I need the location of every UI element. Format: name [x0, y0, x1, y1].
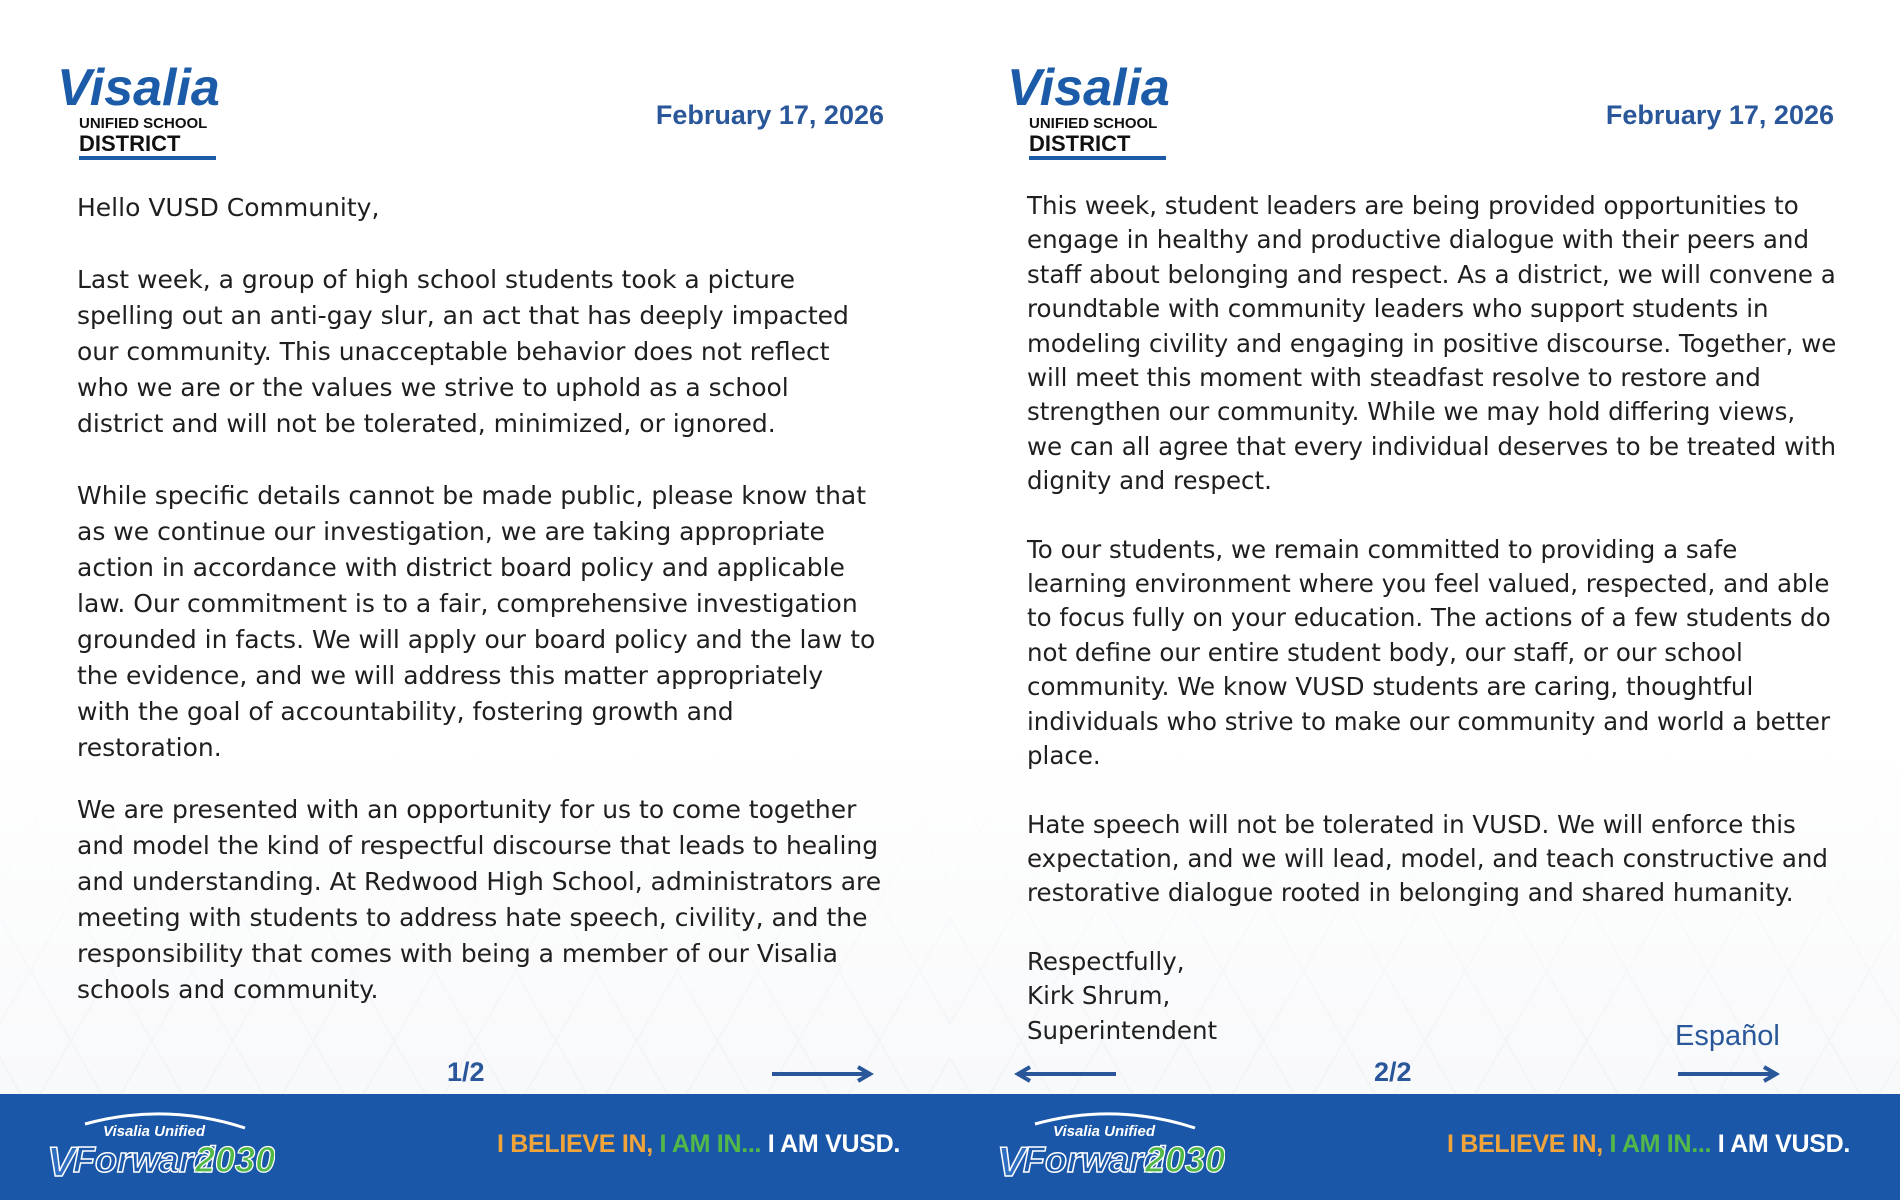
signoff-name: Kirk Shrum,	[1027, 981, 1171, 1011]
paragraph: Hate speech will not be tolerated in VUSD. We will enforce this expectation, and we will lead, model, and teach constructive and restorative dialogue rooted in belonging and shared humanity.	[1027, 809, 1828, 908]
svg-text:Forward: Forward	[73, 1139, 216, 1180]
letter-body	[77, 190, 882, 1008]
svg-text:DISTRICT: DISTRICT	[1029, 131, 1131, 156]
paragraph: We are presented with an opportunity for us to come together and model the kind of respectful discourse that leads to healing and understanding. At Redwood High School, administrators are meeting with students to address hate speech, civility, and the responsibility that comes with being a member of our Visalia schools and community.	[77, 795, 882, 1004]
espanol-link[interactable]: Español	[1675, 1020, 1780, 1052]
letter-date: February 17, 2026	[655, 100, 884, 130]
signoff-title: Superintendent	[1027, 1015, 1218, 1045]
page-number: 2/2	[1374, 1057, 1412, 1087]
signoff-line: Respectfully,	[1027, 946, 1185, 976]
slogan-part-2: I AM IN...	[659, 1130, 768, 1158]
paragraph: This week, student leaders are being provided opportunities to engage in healthy and productive dialogue with their peers and staff about belonging and respect. As a district, we will convene a roundtable with community leaders who support students in modeling civility and engaging in positive discourse. Together, we will meet this moment with steadfast resolve to restore and strengthen our community. While we may hold differing views, we can all agree that every individual deserves to be treated with dignity and respect.	[1027, 191, 1837, 496]
forward-2030-logo	[45, 1106, 275, 1188]
footer-banner	[0, 1094, 950, 1200]
footer-banner	[950, 1094, 1900, 1200]
svg-text:Visalia Unified: Visalia Unified	[103, 1123, 205, 1140]
letter-date: February 17, 2026	[1605, 100, 1834, 130]
svg-text:2030: 2030	[195, 1139, 275, 1180]
page-number: 1/2	[447, 1057, 485, 1087]
paragraph: To our students, we remain committed to providing a safe learning environment where you feel valued, respected, and able to focus fully on your education. The actions of a few students do not define our entire student body, our staff, or our school community. We know VUSD students are caring, thoughtful individuals who strive to make our community and world a better place.	[1027, 534, 1831, 771]
greeting: Hello VUSD Community,	[77, 193, 380, 222]
espanol-arrow-icon[interactable]	[1676, 1064, 1782, 1084]
footer-slogan	[497, 1130, 900, 1159]
footer-slogan	[1447, 1130, 1850, 1159]
svg-text:Visalia: Visalia	[57, 59, 220, 117]
letter-page-2	[950, 0, 1900, 1200]
slogan-part-3: I AM VUSD.	[767, 1130, 900, 1158]
svg-text:UNIFIED SCHOOL: UNIFIED SCHOOL	[1029, 115, 1158, 132]
vusd-logo-graphic	[55, 55, 230, 165]
vusd-logo	[1005, 55, 1180, 165]
slogan-part-3: I AM VUSD.	[1717, 1130, 1850, 1158]
svg-text:DISTRICT: DISTRICT	[79, 131, 181, 156]
slogan-part-1: I BELIEVE IN,	[497, 1130, 660, 1158]
next-page-arrow-icon[interactable]	[770, 1064, 876, 1084]
forward-2030-logo	[995, 1106, 1225, 1188]
svg-text:Visalia Unified: Visalia Unified	[1053, 1123, 1155, 1140]
paragraph: Last week, a group of high school students took a picture spelling out an anti-gay slur, an act that has deeply impacted our community. This unacceptable behavior does not reflect who we are or the values we strive to uphold as a school district and will not be tolerated, minimized, or ignored.	[77, 265, 849, 438]
svg-text:2030: 2030	[1145, 1139, 1225, 1180]
previous-page-arrow-icon[interactable]	[1012, 1064, 1118, 1084]
vusd-logo-graphic	[1005, 55, 1180, 165]
svg-text:V: V	[997, 1138, 1026, 1185]
letter-body	[1027, 189, 1837, 1048]
slogan-part-2: I AM IN...	[1609, 1130, 1718, 1158]
svg-text:UNIFIED SCHOOL: UNIFIED SCHOOL	[79, 115, 208, 132]
svg-text:Visalia: Visalia	[1007, 59, 1170, 117]
paragraph: While specific details cannot be made public, please know that as we continue our investigation, we are taking appropriate action in accordance with district board policy and applicable law. Our commitment is to a fair, comprehensive investigation grounded in facts. We will apply our board policy and the law to the evidence, and we will address this matter appropriately with the goal of accountability, fostering growth and restoration.	[77, 481, 876, 762]
vusd-logo	[55, 55, 230, 165]
slogan-part-1: I BELIEVE IN,	[1447, 1130, 1610, 1158]
svg-text:Forward: Forward	[1023, 1139, 1166, 1180]
svg-text:V: V	[47, 1138, 76, 1185]
